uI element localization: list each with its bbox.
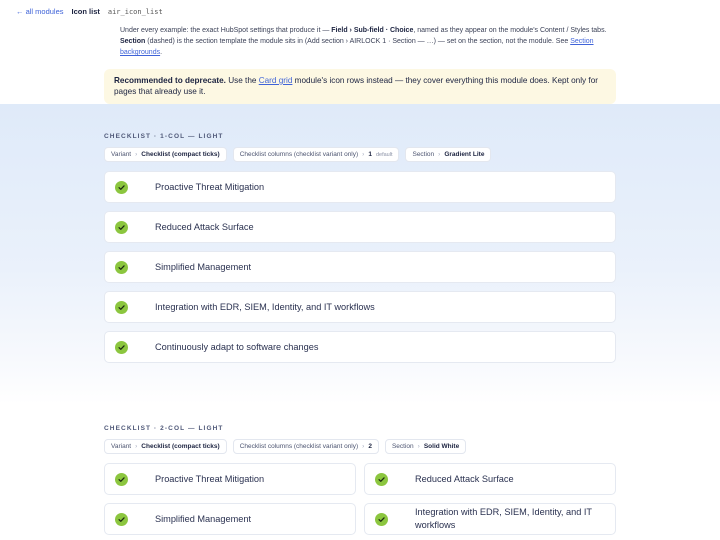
list-item-label: Proactive Threat Mitigation bbox=[155, 181, 265, 192]
setting-pill-section: Section › Gradient Lite bbox=[405, 147, 491, 162]
section-backgrounds-link[interactable]: Section backgrounds bbox=[120, 38, 594, 56]
check-circle-icon bbox=[115, 301, 128, 314]
setting-pill-variant: Variant › Checklist (compact ticks) bbox=[104, 439, 227, 454]
check-circle-icon bbox=[115, 261, 128, 274]
settings-pills bbox=[104, 439, 616, 454]
list-item bbox=[364, 463, 616, 495]
list-item-label: Continuously adapt to software changes bbox=[155, 341, 319, 352]
list-item-label: Simplified Management bbox=[155, 261, 252, 272]
checklist bbox=[104, 171, 616, 363]
list-item bbox=[104, 503, 356, 535]
section-label: CHECKLIST · 1-COL — LIGHT bbox=[104, 133, 224, 140]
module-title: Icon list bbox=[71, 7, 100, 16]
setting-pill-section: Section › Solid White bbox=[385, 439, 466, 454]
check-circle-icon bbox=[115, 221, 128, 234]
list-item-label: Simplified Management bbox=[155, 513, 252, 524]
list-item bbox=[104, 171, 616, 203]
check-circle-icon bbox=[115, 473, 128, 486]
settings-pills bbox=[104, 147, 616, 162]
check-circle-icon bbox=[115, 513, 128, 526]
setting-pill-columns: Checklist columns (checklist variant only) › 1 default bbox=[233, 147, 400, 162]
list-item-label: Reduced Attack Surface bbox=[155, 221, 254, 232]
list-item bbox=[364, 503, 616, 535]
deprecation-notice: Recommended to deprecate. Use the Card grid module's icon rows instead — they cover everything this module does. Kept only for pages that already use it. bbox=[104, 69, 616, 104]
check-circle-icon bbox=[115, 181, 128, 194]
list-item-label: Integration with EDR, SIEM, Identity, and IT workflows bbox=[415, 507, 592, 530]
list-item-label: Integration with EDR, SIEM, Identity, and IT workflows bbox=[155, 301, 375, 312]
list-item bbox=[104, 291, 616, 323]
list-item-label: Proactive Threat Mitigation bbox=[155, 473, 265, 484]
example-section-2col bbox=[104, 425, 616, 535]
module-code: air_icon_list bbox=[107, 8, 163, 16]
breadcrumb bbox=[16, 7, 163, 16]
check-circle-icon bbox=[115, 341, 128, 354]
intro-text: Under every example: the exact HubSpot settings that produce it — Field › Sub-field · Choice, named as they appear on the module's Content / Styles tabs. Section (dashed) is the section template the module sits in (Add section › AIRLOCK 1 · Section — …) — set on the section, not the module. See Section backgrounds. bbox=[120, 27, 607, 56]
setting-pill-variant: Variant › Checklist (compact ticks) bbox=[104, 147, 227, 162]
checklist bbox=[104, 463, 616, 535]
example-section-1col bbox=[104, 133, 616, 363]
list-item bbox=[104, 211, 616, 243]
list-item bbox=[104, 463, 356, 495]
setting-pill-columns: Checklist columns (checklist variant only) › 2 bbox=[233, 439, 379, 454]
section-label: CHECKLIST · 2-COL — LIGHT bbox=[104, 425, 224, 432]
check-circle-icon bbox=[375, 473, 388, 486]
list-item bbox=[104, 331, 616, 363]
check-circle-icon bbox=[375, 513, 388, 526]
list-item bbox=[104, 251, 616, 283]
card-grid-link[interactable]: Card grid bbox=[258, 76, 293, 85]
list-item-label: Reduced Attack Surface bbox=[415, 473, 514, 484]
all-modules-link[interactable]: ← all modules bbox=[16, 7, 64, 16]
